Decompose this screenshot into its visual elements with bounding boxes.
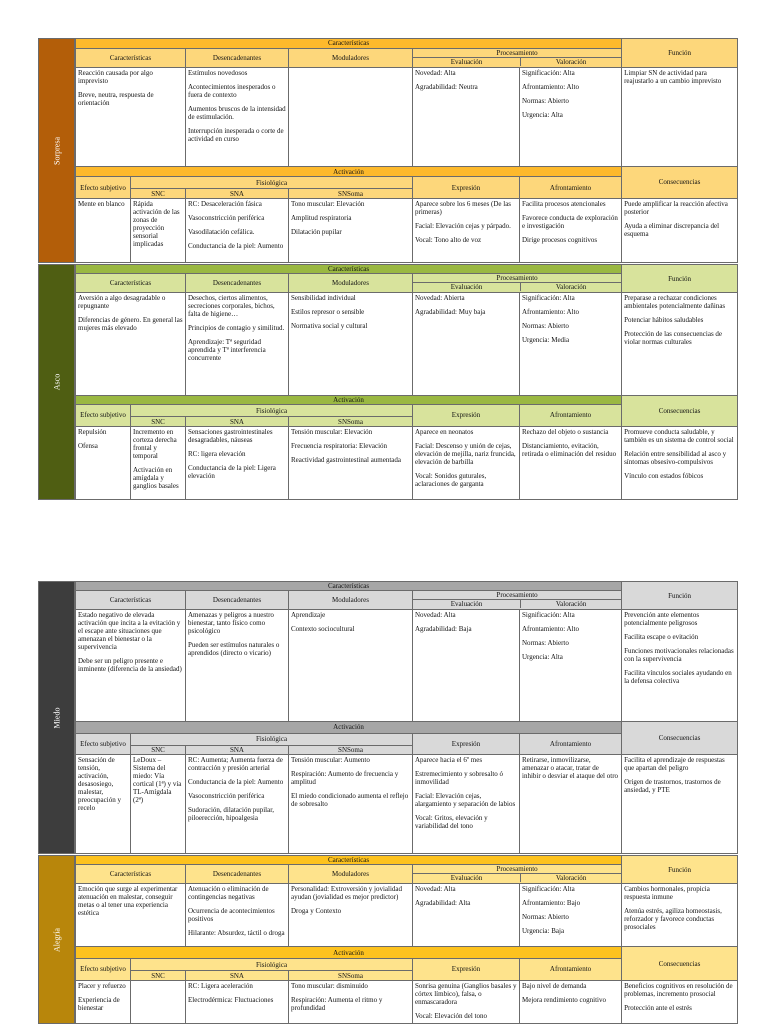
cell-text: Mejora rendimiento cognitivo: [522, 995, 606, 1004]
caracteristicas-cell: [76, 293, 186, 395]
cell-text: Dirige procesos cognitivos: [522, 236, 598, 245]
funcion-cell: [622, 68, 738, 166]
efecto-subjetivo-cell: [76, 755, 131, 854]
valoracion-cell: [520, 293, 622, 395]
header-snsoma: SNSoma: [289, 971, 413, 980]
header-caracteristicas: Características: [76, 591, 186, 610]
cell-text: Facilita el aprendizaje de respuestas que apartan del peligro: [624, 756, 725, 773]
caracteristicas-cell: [76, 68, 186, 166]
emotion-name: Sorpresa: [52, 136, 61, 165]
procesamiento-subheaders: [413, 58, 621, 66]
emotion-table: [75, 855, 738, 1024]
expresion-cell: [413, 755, 520, 854]
cell-text: Protección ante el estrés: [624, 1003, 692, 1012]
cell-text: Novedad: Abierta: [415, 294, 465, 303]
cell-text: RC: Ligera aceleración: [188, 981, 253, 990]
caracteristicas-cell: [76, 884, 186, 947]
header-expresion: Expresión: [413, 958, 520, 980]
header-moduladores: Moduladores: [289, 591, 413, 610]
efecto-subjetivo-cell: [76, 199, 131, 263]
header-efecto-subjetivo: Efecto subjetivo: [76, 404, 131, 426]
header-caracteristicas-top: Características: [76, 39, 622, 49]
header-desencadenantes: Desencadenantes: [186, 591, 289, 610]
header-moduladores: Moduladores: [289, 865, 413, 884]
cell-text: Aprendizaje: Tª seguridad aprendida y Tª interferencia concurrente: [188, 338, 266, 363]
snsoma-cell: [289, 199, 413, 263]
moduladores-cell: [289, 610, 413, 722]
cell-text: Atenuación o eliminación de contingencias negativas: [188, 885, 269, 902]
header-fisiologica: Fisiológica: [131, 177, 413, 189]
cell-text: Interrupción inesperada o corte de actividad en curso: [188, 127, 284, 144]
cell-text: RC: Aumenta; Aumenta fuerza de contracción y presión arterial: [188, 756, 283, 773]
cell-text: El miedo condicionado aumenta el reflejo de sobresalto: [291, 792, 409, 809]
emotion-label-band: [38, 264, 75, 500]
header-afrontamiento: Afrontamiento: [520, 958, 622, 980]
cell-text: Facilita escape o evitación: [624, 633, 699, 641]
emotion-block-miedo: [38, 581, 734, 854]
cell-text: Estilos represor o sensible: [291, 308, 365, 317]
cell-text: Frecuencia respiratoria: Elevación: [291, 441, 388, 450]
header-procesamiento: [413, 591, 622, 610]
header-evaluacion: Evaluación: [413, 874, 521, 882]
header-desencadenantes: Desencadenantes: [186, 48, 289, 67]
evaluacion-cell: [413, 884, 520, 947]
header-procesamiento: [413, 48, 622, 67]
cell-text: Atenúa estrés, agiliza homeostasis, reforzador y favorece conductas prosociales: [624, 907, 722, 932]
cell-text: Agradabilidad: Baja: [415, 625, 472, 633]
afrontamiento-cell: [520, 980, 622, 1023]
cell-text: Urgencia: Alta: [522, 111, 563, 120]
cell-text: Limpiar SN de actividad para reajustarlo a un cambio imprevisto: [624, 69, 722, 86]
cell-text: Beneficios cognitivos en resolución de problemas, incremento prosocial: [624, 981, 733, 998]
cell-text: Experiencia de bienestar: [78, 995, 120, 1012]
emotion-block-sorpresa: [38, 38, 730, 263]
header-funcion: Función: [622, 856, 738, 884]
cell-text: Puede amplificar la reacción afectiva posterior: [624, 200, 728, 217]
evaluacion-cell: [413, 68, 520, 166]
cell-text: Breve, neutra, respuesta de orientación: [78, 91, 154, 108]
cell-text: Normas: Abierto: [522, 322, 569, 331]
consecuencias-cell: [622, 755, 738, 854]
cell-text: Facial: Descenso y unión de cejas, elevación de mejilla, nariz fruncida, elevación de barbilla: [415, 441, 516, 466]
cell-text: Significación: Alta: [522, 885, 575, 894]
header-sna: SNA: [186, 745, 289, 754]
cell-text: Pueden ser estímulos naturales o aprendidos (directo o vicario): [188, 641, 280, 657]
cell-text: Estado negativo de elevada activación que incita a la evitación y el escape ante situaciones que amenazan el bienestar o la supervivencia: [78, 611, 181, 651]
cell-text: Vocal: Gritos, elevación y variabilidad del tono: [415, 814, 488, 831]
cell-text: Reactividad gastrointestinal aumentada: [291, 455, 402, 464]
procesamiento-group: [413, 49, 621, 67]
header-afrontamiento: Afrontamiento: [520, 733, 622, 755]
cell-text: Conductancia de la piel: Aumento: [188, 242, 284, 251]
cell-text: Dilatación pupilar: [291, 228, 342, 237]
cell-text: Rápida activación de las zonas de proyección sensorial implicadas: [133, 200, 180, 249]
header-sna: SNA: [186, 417, 289, 426]
cell-text: Bajo nivel de demanda: [522, 981, 587, 990]
emotion-table: [75, 581, 738, 854]
cell-text: Sensación de tensión, activación, desasosiego, malestar, preocupación y recelo: [78, 756, 121, 813]
cell-text: Principios de contagio y similitud.: [188, 324, 285, 333]
snc-cell: [131, 980, 186, 1023]
header-snc: SNC: [131, 745, 186, 754]
cell-text: Amenazas y peligros a nuestro bienestar, tanto físico como psicológico: [188, 611, 274, 635]
cell-text: Urgencia: Baja: [522, 927, 565, 936]
snc-cell: [131, 755, 186, 854]
header-caracteristicas-top: Características: [76, 265, 622, 274]
cell-text: Reacción causada por algo imprevisto: [78, 69, 153, 86]
header-consecuencias: Consecuencias: [622, 722, 738, 755]
sna-cell: [186, 980, 289, 1023]
cell-text: Aparece sobre los 6 meses (De las primeras): [415, 200, 512, 217]
cell-text: Facial: Elevación cejas, alargamiento y separación de labios: [415, 792, 516, 809]
header-efecto-subjetivo: Efecto subjetivo: [76, 733, 131, 755]
header-activacion: Activación: [76, 947, 622, 959]
header-snsoma: SNSoma: [289, 417, 413, 426]
valoracion-cell: [520, 884, 622, 947]
moduladores-cell: [289, 68, 413, 166]
procesamiento-group: [413, 591, 621, 609]
header-fisiologica: Fisiológica: [131, 733, 413, 745]
cell-text: Vínculo con estados fóbicos: [624, 471, 704, 480]
cell-text: Facilita vínculos sociales ayudando en la defensa colectiva: [624, 669, 732, 685]
evaluacion-cell: [413, 293, 520, 395]
cell-text: Electrodérmica: Fluctuaciones: [188, 995, 274, 1004]
emotion-block-alegria: [38, 855, 733, 1024]
cell-text: Retirarse, inmovilizarse, amenazar o atacar, tratar de inhibir o desviar el ataque del otro: [522, 756, 619, 781]
funcion-cell: [622, 610, 738, 722]
cell-text: Sudoración, dilatación pupilar, piloerección, hipoalgesia: [188, 806, 275, 823]
procesamiento-subheaders: [413, 600, 621, 608]
afrontamiento-cell: [520, 199, 622, 263]
cell-text: Ayuda a eliminar discrepancia del esquema: [624, 222, 720, 239]
afrontamiento-cell: [520, 755, 622, 854]
cell-text: Significación: Alta: [522, 611, 575, 619]
valoracion-cell: [520, 610, 622, 722]
expresion-cell: [413, 980, 520, 1023]
cell-text: Facilita procesos atencionales: [522, 200, 606, 209]
cell-text: Promueve conducta saludable, y también es un sistema de control social: [624, 427, 734, 444]
cell-text: Novedad: Alta: [415, 69, 456, 78]
header-evaluacion: Evaluación: [413, 58, 521, 66]
procesamiento-group: [413, 274, 621, 292]
sna-cell: [186, 755, 289, 854]
header-caracteristicas: Características: [76, 865, 186, 884]
cell-text: Aversión a algo desagradable o repugnante: [78, 294, 166, 311]
cell-text: Protección de las consecuencias de violar normas culturales: [624, 330, 723, 347]
cell-text: Vasodilatación cefálica.: [188, 228, 255, 237]
cell-text: Amplitud respiratoria: [291, 214, 352, 223]
desencadenantes-cell: [186, 293, 289, 395]
cell-text: Emoción que surge al experimentar atenuación en malestar, conseguir metas o al tener una experiencia estética: [78, 885, 178, 918]
header-funcion: Función: [622, 39, 738, 68]
header-evaluacion: Evaluación: [413, 600, 521, 608]
cell-text: Aumentos bruscos de la intensidad de estimulación.: [188, 105, 286, 122]
snsoma-cell: [289, 755, 413, 854]
cell-text: Significación: Alta: [522, 69, 575, 78]
cell-text: Aparece en neonatos: [415, 427, 474, 436]
cell-text: Conductancia de la piel: Aumento: [188, 778, 284, 787]
consecuencias-cell: [622, 980, 738, 1023]
header-consecuencias: Consecuencias: [622, 947, 738, 981]
cell-text: Novedad: Alta: [415, 885, 456, 894]
header-procesamiento-label: Procesamiento: [413, 591, 621, 600]
header-desencadenantes: Desencadenantes: [186, 274, 289, 293]
cell-text: Aprendizaje: [291, 611, 326, 619]
header-evaluacion: Evaluación: [413, 283, 521, 291]
cell-text: Tensión muscular: Aumento: [291, 756, 370, 765]
snsoma-cell: [289, 980, 413, 1023]
cell-text: Favorece conducta de exploración e investigación: [522, 214, 618, 231]
cell-text: Rechazo del objeto o sustancia: [522, 427, 609, 436]
cell-text: Vocal: Tono alto de voz: [415, 236, 482, 245]
header-consecuencias: Consecuencias: [622, 166, 738, 198]
header-caracteristicas-top: Características: [76, 856, 622, 865]
procesamiento-subheaders: [413, 874, 621, 882]
snsoma-cell: [289, 426, 413, 499]
cell-text: Incremento en corteza derecha frontal y temporal: [133, 427, 177, 460]
cell-text: Novedad: Alta: [415, 611, 456, 619]
procesamiento-subheaders: [413, 283, 621, 291]
evaluacion-cell: [413, 610, 520, 722]
cell-text: Ofensa: [78, 441, 98, 450]
header-snsoma: SNSoma: [289, 189, 413, 199]
cell-text: Ocurrencia de acontecimientos positivos: [188, 907, 275, 924]
header-funcion: Función: [622, 582, 738, 610]
desencadenantes-cell: [186, 610, 289, 722]
cell-text: Normativa social y cultural: [291, 322, 368, 331]
cell-text: Estímulos novedosos: [188, 69, 248, 78]
emotion-table: [75, 38, 738, 263]
moduladores-cell: [289, 884, 413, 947]
cell-text: Urgencia: Media: [522, 336, 570, 345]
cell-text: RC: ligera elevación: [188, 449, 246, 458]
header-procesamiento-label: Procesamiento: [413, 865, 621, 874]
cell-text: Preparase a rechazar condiciones ambientales potencialmente dañinas: [624, 294, 726, 311]
cell-text: Personalidad: Extroversión y jovialidad ayudan (jovialidad es mejor predictor): [291, 885, 403, 902]
header-procesamiento: [413, 274, 622, 293]
cell-text: Cambios hormonales, propicia respuesta inmune: [624, 885, 710, 902]
header-activacion: Activación: [76, 395, 622, 404]
cell-text: Sensaciones gastrointestinales desagradables, náuseas: [188, 427, 273, 444]
emotion-name: Alegría: [52, 927, 61, 952]
cell-text: Aparece hacia el 6º mes: [415, 756, 483, 765]
snc-cell: [131, 426, 186, 499]
cell-text: Vasoconstricción periférica: [188, 792, 265, 801]
header-fisiologica: Fisiológica: [131, 404, 413, 417]
cell-text: Acontecimientos inesperados o fuera de contexto: [188, 83, 276, 100]
header-afrontamiento: Afrontamiento: [520, 404, 622, 426]
cell-text: Sensibilidad individual: [291, 294, 356, 303]
procesamiento-group: [413, 865, 621, 883]
cell-text: Tono muscular: Elevación: [291, 200, 365, 209]
header-moduladores: Moduladores: [289, 48, 413, 67]
valoracion-cell: [520, 68, 622, 166]
header-caracteristicas: Características: [76, 274, 186, 293]
header-procesamiento: [413, 865, 622, 884]
cell-text: Origen de trastornos, trastornos de ansiedad, y PTE: [624, 778, 721, 795]
emotion-label-band: [38, 38, 75, 263]
consecuencias-cell: [622, 426, 738, 499]
cell-text: Afrontamiento: Alto: [522, 308, 579, 317]
cell-text: Sonrisa genuina (Ganglios basales y córtex límbico), falsa, o enmascaradora: [415, 981, 517, 1006]
moduladores-cell: [289, 293, 413, 395]
cell-text: Agradabilidad: Alta: [415, 899, 471, 908]
header-valoracion: Valoración: [555, 600, 587, 609]
cell-text: Afrontamiento: Alto: [522, 83, 579, 92]
afrontamiento-cell: [520, 426, 622, 499]
header-snsoma: SNSoma: [289, 745, 413, 754]
header-snc: SNC: [131, 971, 186, 980]
cell-text: Droga y Contexto: [291, 907, 342, 916]
cell-text: Vocal: Elevación del tono: [415, 1011, 487, 1020]
cell-text: Vasoconstricción periférica: [188, 214, 265, 223]
cell-text: Tensión muscular: Elevación: [291, 427, 373, 436]
header-expresion: Expresión: [413, 177, 520, 199]
header-afrontamiento: Afrontamiento: [520, 177, 622, 199]
cell-text: Afrontamiento: Bajo: [522, 899, 581, 908]
header-expresion: Expresión: [413, 733, 520, 755]
cell-text: Conductancia de la piel: Ligera elevación: [188, 463, 276, 480]
header-caracteristicas: Características: [76, 48, 186, 67]
header-activacion: Activación: [76, 722, 622, 733]
cell-text: Tono muscular: disminuido: [291, 981, 368, 990]
efecto-subjetivo-cell: [76, 980, 131, 1023]
cell-text: Respiración: Aumento de frecuencia y amplitud: [291, 770, 399, 787]
cell-text: Diferencias de género. En general las mujeres más elevado: [78, 316, 183, 333]
cell-text: Repulsión: [78, 427, 107, 436]
header-valoracion: Valoración: [555, 283, 587, 292]
cell-text: Activación en amígdala y ganglios basales: [133, 465, 179, 490]
header-valoracion: Valoración: [555, 57, 587, 66]
header-caracteristicas-top: Características: [76, 582, 622, 591]
cell-text: Placer y refuerzo: [78, 981, 126, 990]
cell-text: Facial: Elevación cejas y párpado.: [415, 222, 511, 231]
cell-text: Normas: Abierto: [522, 639, 569, 647]
efecto-subjetivo-cell: [76, 426, 131, 499]
emotion-table: [75, 264, 738, 500]
emotion-name: Miedo: [52, 707, 61, 728]
cell-text: Funciones motivacionales relacionadas con la supervivencia: [624, 647, 734, 663]
emotion-label-band: [38, 855, 75, 1024]
cell-text: Agradabilidad: Muy baja: [415, 308, 486, 317]
header-expresion: Expresión: [413, 404, 520, 426]
cell-text: RC: Desaceleración fásica: [188, 200, 262, 209]
header-consecuencias: Consecuencias: [622, 395, 738, 426]
header-snc: SNC: [131, 189, 186, 199]
cell-text: Respiración: Aumenta el ritmo y profundidad: [291, 995, 383, 1012]
header-efecto-subjetivo: Efecto subjetivo: [76, 177, 131, 199]
cell-text: Prevención ante elementos potencialmente peligrosos: [624, 611, 700, 627]
cell-text: Relación entre sensibilidad al asco y síntomas obsesivo-compulsivos: [624, 449, 727, 466]
header-moduladores: Moduladores: [289, 274, 413, 293]
header-sna: SNA: [186, 971, 289, 980]
funcion-cell: [622, 293, 738, 395]
header-snc: SNC: [131, 417, 186, 426]
cell-text: Mente en blanco: [78, 200, 125, 209]
cell-text: Agradabilidad: Neutra: [415, 83, 478, 92]
cell-text: Desechos, ciertos alimentos, secreciones corporales, bichos, falta de higiene…: [188, 294, 275, 319]
snc-cell: [131, 199, 186, 263]
header-efecto-subjetivo: Efecto subjetivo: [76, 958, 131, 980]
caracteristicas-cell: [76, 610, 186, 722]
header-sna: SNA: [186, 189, 289, 199]
cell-text: LeDoux – Sistema del miedo: Vía cortical (1ª) y vía TL-Amígdala (2ª): [133, 756, 182, 805]
cell-text: Urgencia: Alta: [522, 653, 563, 661]
cell-text: Significación: Alta: [522, 294, 575, 303]
cell-text: Normas: Abierto: [522, 97, 569, 106]
cell-text: Distanciamiento, evitación, retirada o eliminación del residuo: [522, 441, 617, 458]
sna-cell: [186, 199, 289, 263]
desencadenantes-cell: [186, 884, 289, 947]
header-desencadenantes: Desencadenantes: [186, 865, 289, 884]
funcion-cell: [622, 884, 738, 947]
desencadenantes-cell: [186, 68, 289, 166]
emotion-label-band: [38, 581, 75, 854]
cell-text: Estremecimiento y sobresalto ó inmovilidad: [415, 770, 504, 787]
header-procesamiento-label: Procesamiento: [413, 49, 621, 58]
header-procesamiento-label: Procesamiento: [413, 274, 621, 283]
header-activacion: Activación: [76, 166, 622, 177]
header-valoracion: Valoración: [555, 874, 587, 883]
sna-cell: [186, 426, 289, 499]
consecuencias-cell: [622, 199, 738, 263]
expresion-cell: [413, 199, 520, 263]
cell-text: Contexto sociocultural: [291, 625, 355, 633]
emotion-name: Asco: [52, 373, 61, 391]
expresion-cell: [413, 426, 520, 499]
cell-text: Afrontamiento: Alto: [522, 625, 579, 633]
cell-text: Debe ser un peligro presente e inminente (diferencia de la ansiedad): [78, 657, 182, 673]
cell-text: Hilarante: Absurdez, táctil o droga: [188, 929, 285, 938]
cell-text: Normas: Abierto: [522, 913, 569, 922]
header-funcion: Función: [622, 265, 738, 293]
cell-text: Potenciar hábitos saludables: [624, 316, 704, 325]
cell-text: Vocal: Sonidos guturales, aclaraciones de garganta: [415, 471, 487, 488]
emotion-block-asco: [38, 264, 734, 500]
header-fisiologica: Fisiológica: [131, 958, 413, 971]
